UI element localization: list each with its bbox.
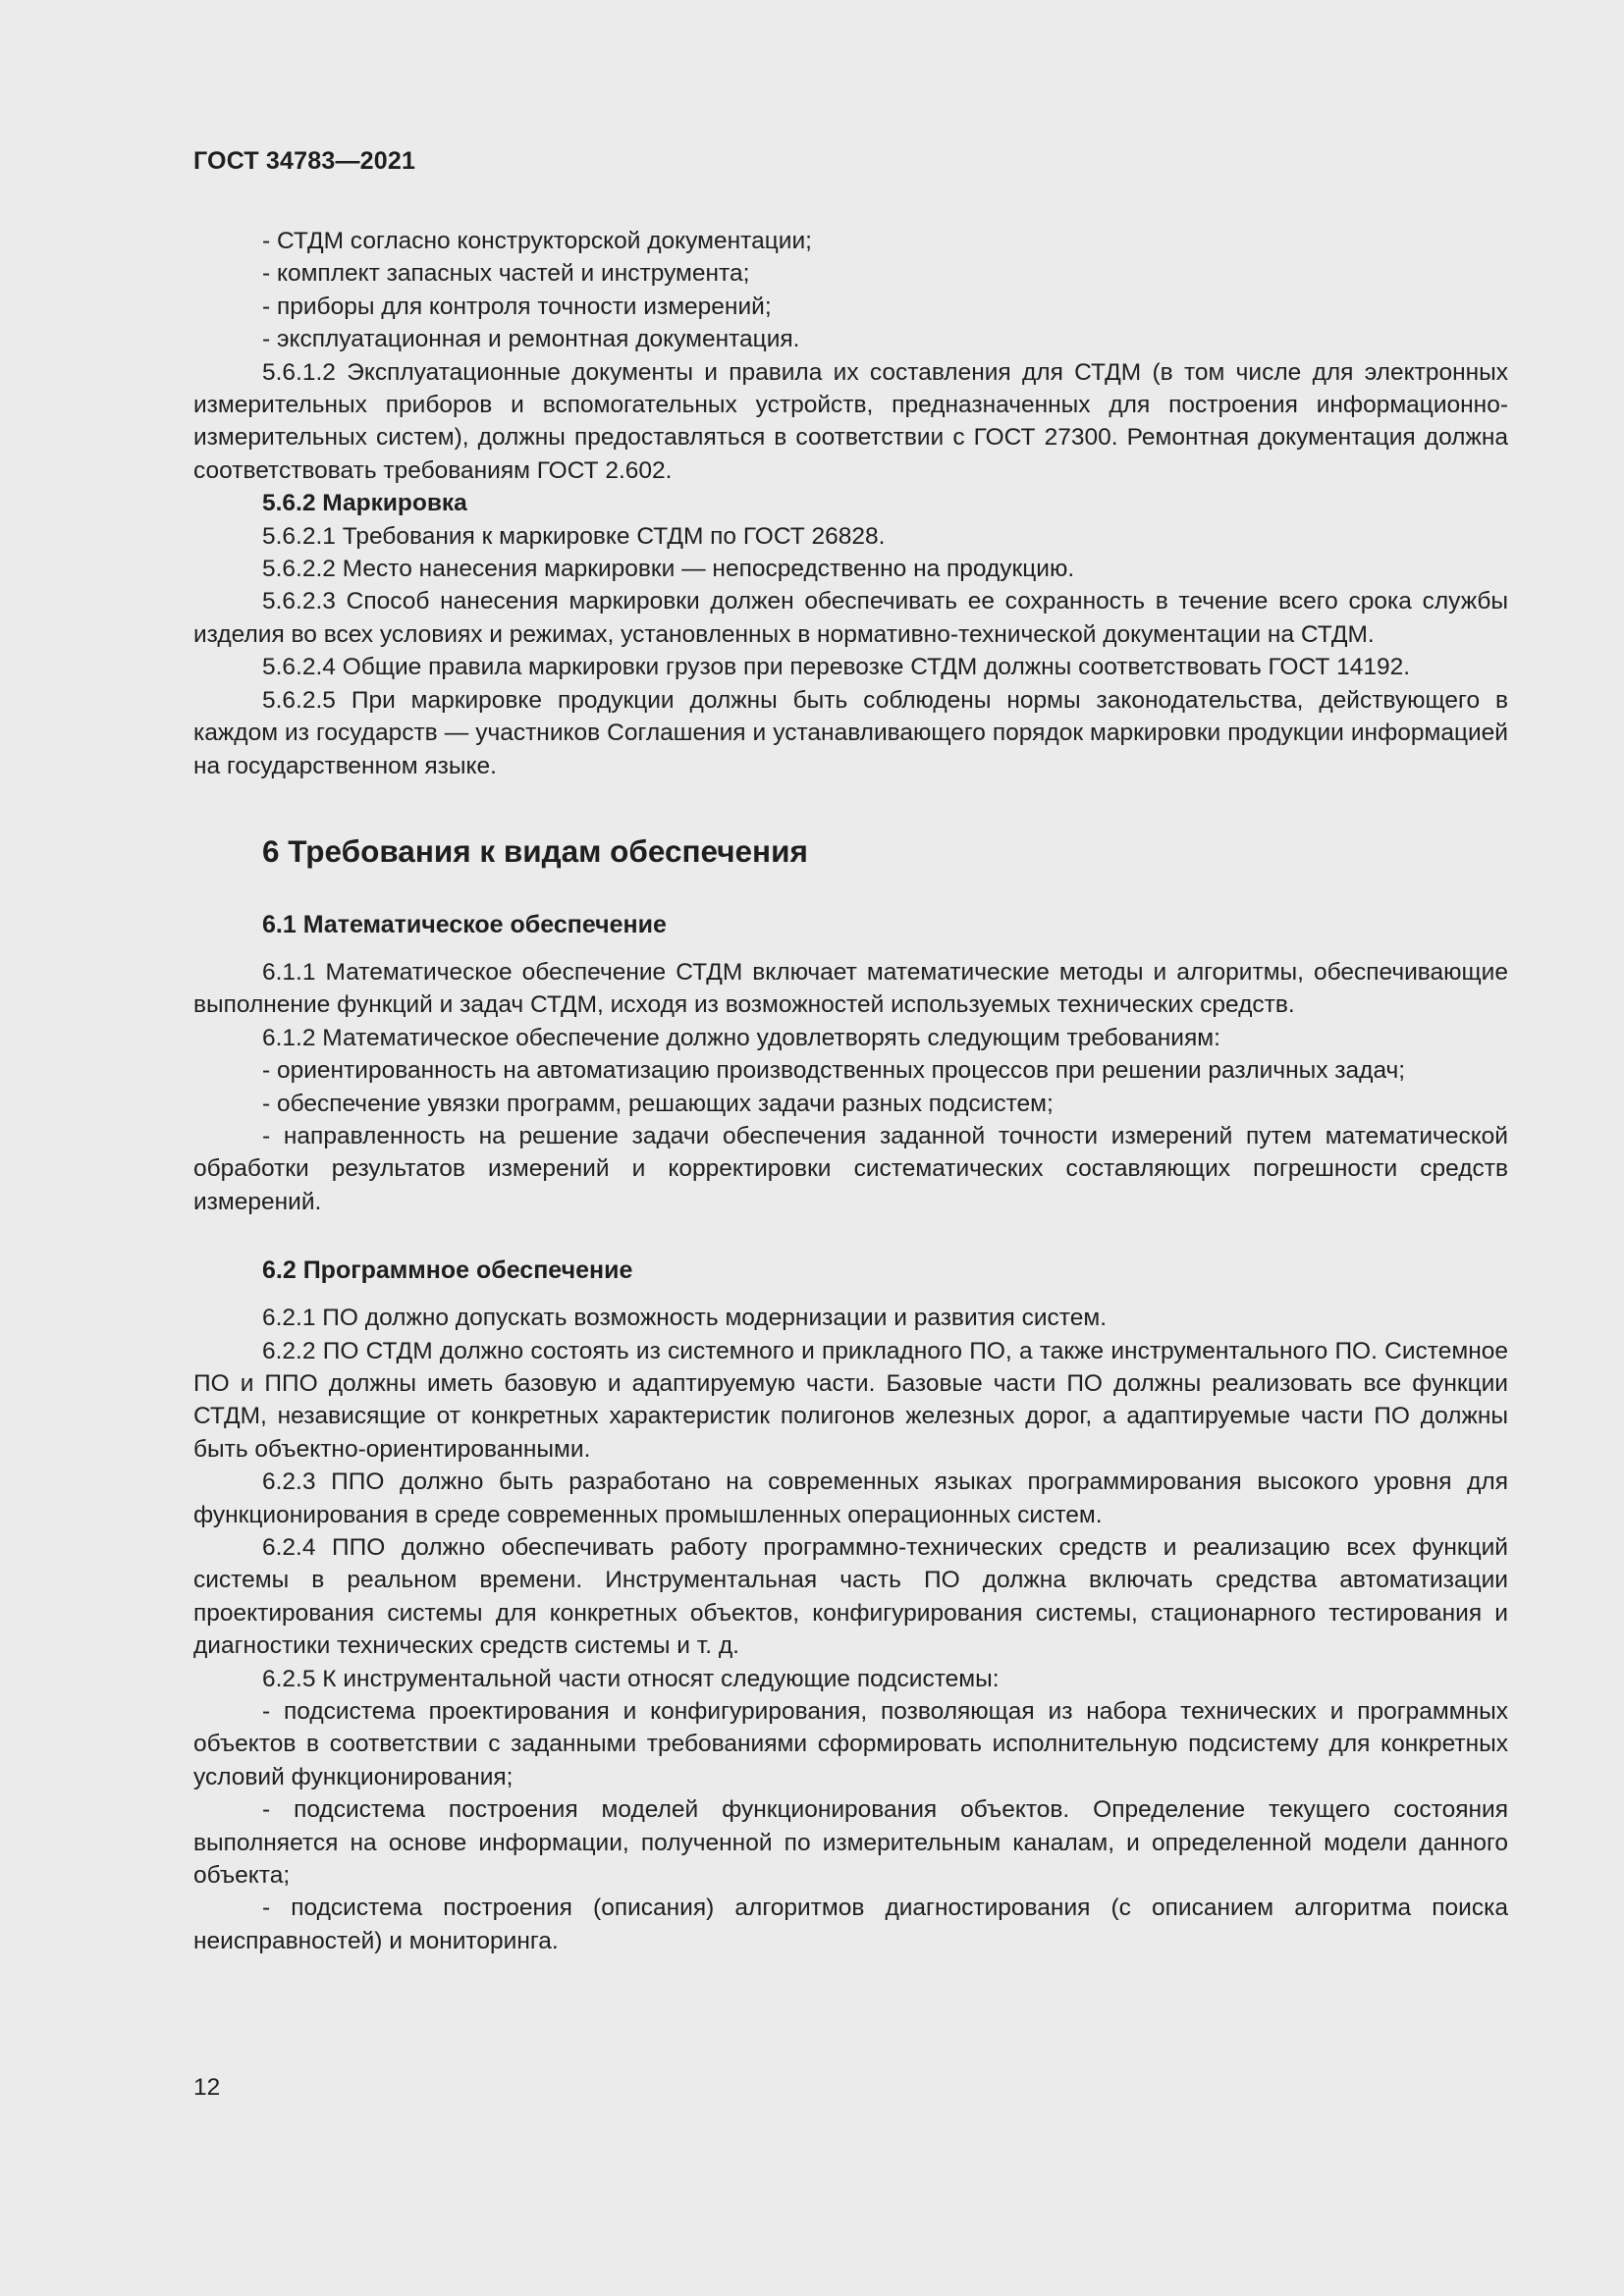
paragraph-5-6-2-2: 5.6.2.2 Место нанесения маркировки — непосредственно на продукцию. [262,556,1075,583]
page-number: 12 [193,2074,221,2101]
section-heading-6: 6 Требования к видам обеспечения [262,832,808,869]
paragraph-5-6-1-2: 5.6.1.2 Эксплуатационные документы и правила их составления для СТДМ (в том числе для электронных измерительных приборов и вспомогательных устройств, предназначенных для построения информационно-измерительных систем), должны предоставляться в соответствии с ГОСТ 27300. Ремонтная документация должна соответствовать требованиям ГОСТ 2.602. [193,358,1508,484]
list-item: - эксплуатационная и ремонтная документация. [262,326,800,353]
list-item: - подсистема построения (описания) алгоритмов диагностирования (с описанием алгоритма поиска неисправностей) и мониторинга. [193,1895,1508,1954]
document-header: ГОСТ 34783—2021 [193,147,416,175]
list-item: - приборы для контроля точности измерений; [262,293,772,320]
paragraph-6-2-3: 6.2.3 ППО должно быть разработано на современных языках программирования высокого уровня для функционирования в среде современных промышленных операционных систем. [193,1468,1508,1528]
paragraph-6-2-2: 6.2.2 ПО СТДМ должно состоять из системного и прикладного ПО, а также инструментального ПО. Системное ПО и ППО должны иметь базовую и адаптируемую части. Базовые части ПО должны реализовать все функции СТДМ, независящие от конкретных характеристик полигонов железных дорог, а адаптируемые части ПО должны быть объектно-ориентированными. [193,1337,1508,1463]
list-item: - ориентированность на автоматизацию производственных процессов при решении различных задач; [262,1057,1406,1085]
subsection-heading-6-1: 6.1 Математическое обеспечение [262,910,667,938]
paragraph-6-1-2: 6.1.2 Математическое обеспечение должно удовлетворять следующим требованиям: [262,1024,1220,1051]
list-item: - направленность на решение задачи обеспечения заданной точности измерений путем математической обработки результатов измерений и корректировки систематических составляющих погрешности средств измерений. [193,1122,1508,1215]
paragraph-5-6-2-5: 5.6.2.5 При маркировке продукции должны быть соблюдены нормы законодательства, действующего в каждом из государств — участников Соглашения и устанавливающего порядок маркировки продукции информацией на государственном языке. [193,686,1508,779]
paragraph-5-6-2-1: 5.6.2.1 Требования к маркировке СТДМ по ГОСТ 26828. [262,522,886,550]
list-item: - подсистема проектирования и конфигурирования, позволяющая из набора технических и программных объектов в соответствии с заданными требованиями сформировать исполнительную подсистему для конкретных условий функционирования; [193,1698,1508,1790]
paragraph-6-1-1: 6.1.1 Математическое обеспечение СТДМ включает математические методы и алгоритмы, обеспечивающие выполнение функций и задач СТДМ, исходя из возможностей используемых технических средств. [193,958,1508,1019]
subsection-heading-5-6-2: 5.6.2 Маркировка [262,490,467,517]
paragraph-6-2-4: 6.2.4 ППО должно обеспечивать работу программно-технических средств и реализацию всех функций системы в реальном времени. Инструментальная часть ПО должна включать средства автоматизации проектирования системы для конкретных объектов, конфигурирования системы, стационарного тестирования и диагностики технических средств системы и т. д. [193,1534,1508,1660]
paragraph-6-2-1: 6.2.1 ПО должно допускать возможность модернизации и развития систем. [262,1305,1108,1332]
paragraph-5-6-2-4: 5.6.2.4 Общие правила маркировки грузов при перевозке СТДМ должны соответствовать ГОСТ 14192. [262,654,1411,681]
subsection-heading-6-2: 6.2 Программное обеспечение [262,1256,633,1285]
paragraph-5-6-2-3: 5.6.2.3 Способ нанесения маркировки должен обеспечивать ее сохранность в течение всего срока службы изделия во всех условиях и режимах, установленных в нормативно-технической документации на СТДМ. [193,588,1508,648]
list-item: - подсистема построения моделей функционирования объектов. Определение текущего состояния выполняется на основе информации, полученной по измерительным каналам, и определенной модели данного объекта; [193,1796,1508,1890]
list-item: - комплект запасных частей и инструмента; [262,260,750,288]
paragraph-6-2-5: 6.2.5 К инструментальной части относят следующие подсистемы: [262,1665,1000,1692]
document-body [193,225,1508,1957]
list-item: - СТДМ согласно конструкторской документации; [262,228,812,254]
list-item: - обеспечение увязки программ, решающих задачи разных подсистем; [262,1090,1054,1117]
